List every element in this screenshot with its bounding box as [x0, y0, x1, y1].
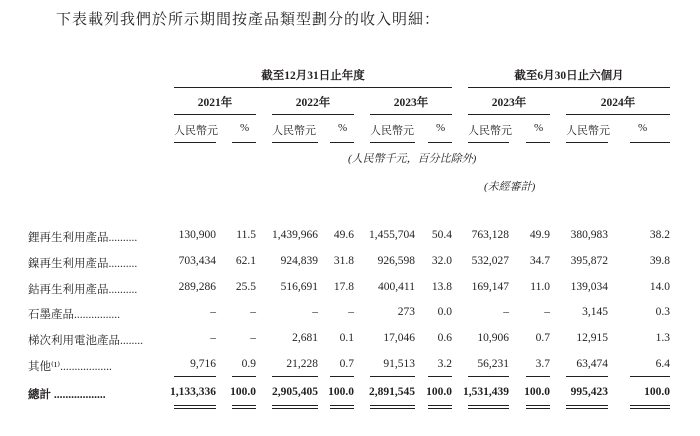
double-underline	[370, 405, 415, 409]
table-cell-amount: 1,439,966	[272, 229, 318, 241]
row-label: 其他⁽¹⁾..................	[28, 361, 112, 373]
subheader-percent: %	[638, 122, 648, 134]
total-cell-amount: 1,531,439	[463, 386, 509, 398]
table-cell-amount: 91,513	[383, 358, 415, 370]
double-underline	[526, 405, 550, 409]
table-cell-amount: 926,598	[377, 255, 415, 267]
divider	[330, 142, 354, 143]
table-cell-amount: 130,900	[178, 229, 216, 241]
row-label: 鎳再生利用產品..........	[28, 258, 138, 270]
table-cell-percent: 0.3	[655, 306, 670, 318]
table-cell-percent: 6.4	[655, 358, 670, 370]
table-cell-percent: 31.8	[333, 255, 354, 267]
table-cell-amount: 3,145	[582, 306, 608, 318]
table-cell-amount: 289,286	[178, 281, 216, 293]
table-cell-amount: 12,915	[576, 332, 608, 344]
total-cell-percent: 100.0	[644, 386, 670, 398]
table-cell-percent: 0.0	[437, 306, 452, 318]
divider	[370, 376, 415, 377]
table-cell-amount: 924,839	[280, 255, 318, 267]
double-underline	[232, 405, 256, 409]
divider	[232, 376, 256, 377]
table-cell-amount: 1,455,704	[369, 229, 415, 241]
divider	[526, 376, 550, 377]
table-cell-amount: 17,046	[383, 332, 415, 344]
table-cell-percent: 0.6	[437, 332, 452, 344]
table-cell-percent: 3.7	[535, 358, 550, 370]
table-cell-percent: 14.0	[649, 281, 670, 293]
subheader-amount: 人民幣元	[174, 125, 218, 137]
header-period-2023: 2023年	[393, 97, 429, 109]
subheader-percent: %	[534, 122, 544, 134]
divider	[272, 376, 318, 377]
total-cell-percent: 100.0	[426, 386, 452, 398]
total-label: 總計 ..................	[28, 389, 106, 401]
table-cell-amount: –	[210, 332, 216, 344]
divider	[630, 376, 670, 377]
divider	[370, 114, 452, 115]
table-cell-amount: 9,716	[190, 358, 216, 370]
table-cell-amount: 63,474	[576, 358, 608, 370]
table-cell-percent: 62.1	[235, 255, 256, 267]
divider	[566, 376, 608, 377]
divider	[370, 142, 415, 143]
total-cell-amount: 2,891,545	[369, 386, 415, 398]
row-label: 鋰再生利用產品..........	[28, 232, 138, 244]
table-cell-amount: 273	[397, 306, 415, 318]
table-cell-amount: 21,228	[286, 358, 318, 370]
unit-note: (人民幣千元，百分比除外)	[348, 153, 477, 165]
divider	[174, 142, 216, 143]
total-cell-percent: 100.0	[328, 386, 354, 398]
table-cell-amount: 169,147	[471, 281, 509, 293]
table-cell-percent: –	[250, 332, 256, 344]
table-cell-percent: 50.4	[431, 229, 452, 241]
table-cell-percent: 0.1	[339, 332, 354, 344]
header-six-months-group: 截至6月30日止六個月	[514, 70, 624, 82]
table-cell-amount: –	[503, 306, 509, 318]
table-cell-percent: 0.9	[241, 358, 256, 370]
table-cell-percent: 49.9	[529, 229, 550, 241]
divider	[468, 376, 509, 377]
table-cell-percent: 39.8	[649, 255, 670, 267]
subheader-amount: 人民幣元	[272, 125, 316, 137]
table-cell-percent: 0.7	[339, 358, 354, 370]
header-period-2021: 2021年	[197, 97, 233, 109]
table-cell-amount: 380,983	[570, 229, 608, 241]
divider	[428, 142, 452, 143]
double-underline	[330, 405, 354, 409]
double-underline	[566, 405, 608, 409]
divider	[428, 376, 452, 377]
table-cell-percent: 34.7	[529, 255, 550, 267]
table-cell-amount: 516,691	[280, 281, 318, 293]
table-cell-percent: 3.2	[437, 358, 452, 370]
table-cell-percent: 1.3	[655, 332, 670, 344]
divider	[174, 87, 452, 88]
subheader-amount: 人民幣元	[370, 125, 414, 137]
table-cell-amount: 532,027	[471, 255, 509, 267]
divider	[468, 114, 550, 115]
divider	[174, 376, 216, 377]
total-cell-amount: 2,905,405	[272, 386, 318, 398]
table-cell-amount: –	[312, 306, 318, 318]
divider	[174, 114, 256, 115]
unaudited-note: (未經審計)	[484, 181, 536, 193]
header-period-2023-h1: 2023年	[491, 97, 527, 109]
table-cell-percent: 13.8	[431, 281, 452, 293]
divider	[566, 114, 670, 115]
row-label: 鈷再生利用產品..........	[28, 284, 138, 296]
table-cell-percent: 0.7	[535, 332, 550, 344]
row-label: 石墨產品................	[28, 309, 120, 321]
total-cell-percent: 100.0	[524, 386, 550, 398]
table-cell-percent: 11.5	[236, 229, 256, 241]
divider	[566, 142, 608, 143]
table-cell-amount: 139,034	[570, 281, 608, 293]
table-cell-percent: 25.5	[235, 281, 256, 293]
subheader-percent: %	[240, 122, 250, 134]
divider	[272, 142, 318, 143]
subheader-amount: 人民幣元	[566, 125, 610, 137]
table-cell-amount: 395,872	[570, 255, 608, 267]
table-cell-percent: 32.0	[431, 255, 452, 267]
subheader-percent: %	[436, 122, 446, 134]
table-cell-amount: 703,434	[178, 255, 216, 267]
total-cell-amount: 1,133,336	[170, 386, 216, 398]
header-period-2022: 2022年	[295, 97, 331, 109]
header-period-2024-h1: 2024年	[600, 97, 636, 109]
double-underline	[468, 405, 509, 409]
divider	[526, 142, 550, 143]
total-cell-amount: 995,423	[570, 386, 608, 398]
double-underline	[630, 405, 670, 409]
table-cell-percent: 49.6	[333, 229, 354, 241]
table-cell-percent: –	[250, 306, 256, 318]
table-cell-amount: 2,681	[292, 332, 318, 344]
table-cell-amount: 10,906	[477, 332, 509, 344]
divider	[330, 376, 354, 377]
header-year-group: 截至12月31日止年度	[261, 70, 365, 82]
table-cell-percent: 11.0	[530, 281, 550, 293]
table-cell-amount: 763,128	[471, 229, 509, 241]
subheader-percent: %	[338, 122, 348, 134]
row-label: 梯次利用電池產品........	[28, 335, 143, 347]
table-cell-percent: –	[544, 306, 550, 318]
total-cell-percent: 100.0	[230, 386, 256, 398]
double-underline	[174, 405, 216, 409]
divider	[232, 142, 256, 143]
intro-text: 下表載列我們於所示期間按產品類型劃分的收入明細：	[56, 12, 441, 28]
table-cell-amount: –	[210, 306, 216, 318]
table-cell-percent: 38.2	[649, 229, 670, 241]
table-cell-percent: 17.8	[333, 281, 354, 293]
double-underline	[428, 405, 452, 409]
divider	[468, 142, 509, 143]
divider	[468, 87, 670, 88]
subheader-amount: 人民幣元	[468, 125, 512, 137]
divider	[272, 114, 354, 115]
table-cell-percent: –	[348, 306, 354, 318]
double-underline	[272, 405, 318, 409]
divider	[630, 142, 670, 143]
table-cell-amount: 56,231	[477, 358, 509, 370]
table-cell-amount: 400,411	[378, 281, 415, 293]
